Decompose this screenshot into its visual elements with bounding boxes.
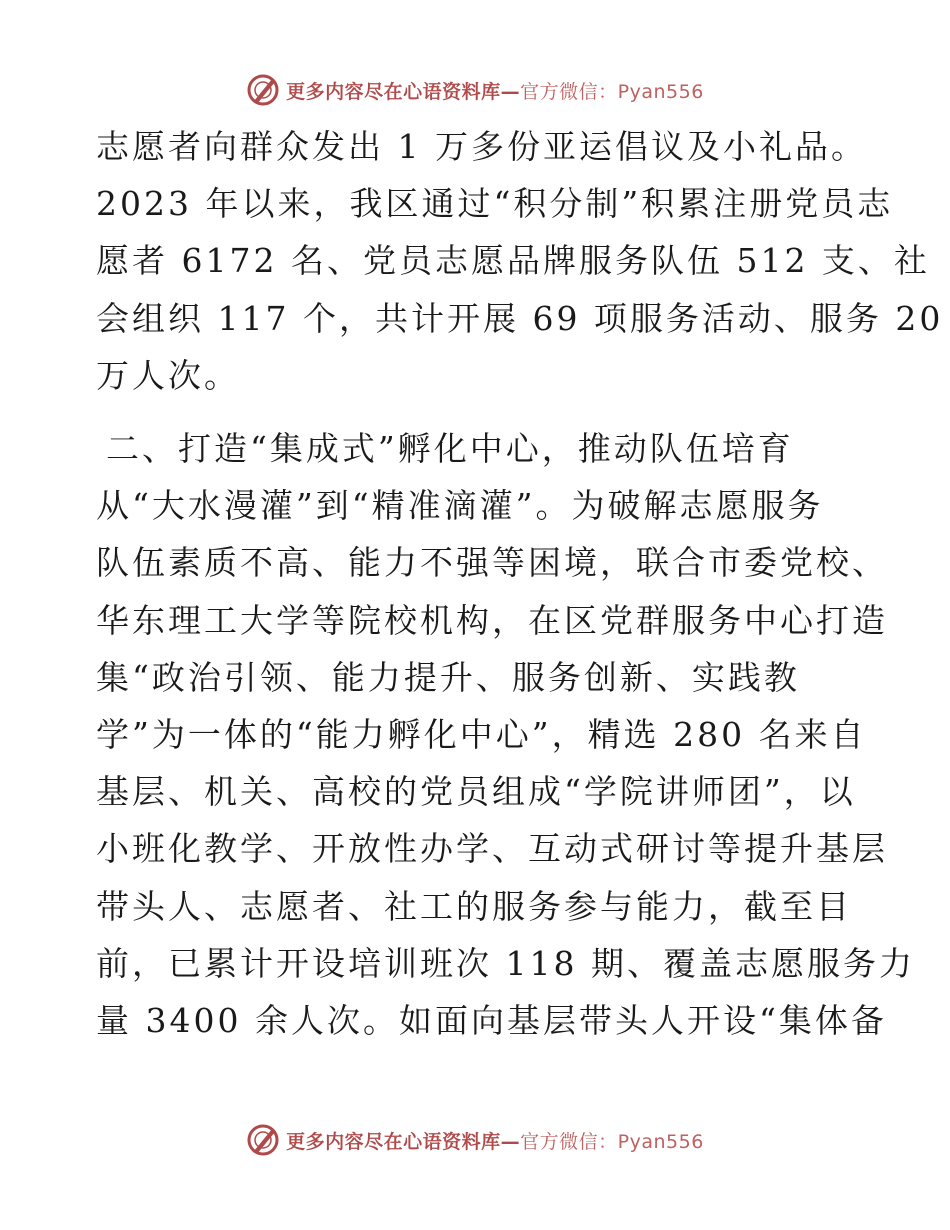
body-line: 愿者 6172 名、党员志愿品牌服务队伍 512 支、社 <box>96 241 930 281</box>
footer-banner <box>0 1122 950 1158</box>
footer-wechat: 官方微信：Pyan556 <box>520 1130 704 1153</box>
header-wechat: 官方微信：Pyan556 <box>520 80 704 103</box>
body-line: 前，已累计开设培训班次 118 期、覆盖志愿服务力 <box>96 943 915 983</box>
header-banner <box>0 72 950 108</box>
header-banner-text <box>286 77 704 104</box>
body-line: 志愿者向群众发出 1 万多份亚运倡议及小礼品。 <box>96 127 867 166</box>
body-line: 学”为一体的“能力孵化中心”，精选 280 名来自 <box>96 715 867 755</box>
body-line: 从“大水漫灌”到“精准滴灌”。为破解志愿服务 <box>96 486 824 526</box>
body-line: 万人次。 <box>96 355 240 395</box>
footer-separator: — <box>500 1130 521 1153</box>
body-line: 集“政治引领、能力提升、服务创新、实践教 <box>96 657 800 697</box>
body-line: 华东理工大学等院校机构，在区党群服务中心打造 <box>96 600 888 640</box>
body-line: 队伍素质不高、能力不强等困境，联合市委党校、 <box>96 543 888 583</box>
body-line: 量 3400 余人次。如面向基层带头人开设“集体备 <box>96 1001 887 1041</box>
header-separator: — <box>500 80 521 103</box>
body-line: 会组织 117 个，共计开展 69 项服务活动、服务 20 <box>96 298 944 338</box>
footer-banner-text <box>286 1127 704 1154</box>
pen-circle-logo-icon <box>246 1123 280 1157</box>
body-line: 小班化教学、开放性办学、互动式研讨等提升基层 <box>96 829 888 869</box>
pen-circle-logo-icon <box>246 73 280 107</box>
header-title: 更多内容尽在心语资料库 <box>286 80 501 103</box>
document-body <box>96 118 944 1049</box>
section-heading: 二、打造“集成式”孵化中心，推动队伍培育 <box>106 429 794 469</box>
body-line: 2023 年以来，我区通过“积分制”积累注册党员志 <box>96 184 894 224</box>
body-line: 基层、机关、高校的党员组成“学院讲师团”，以 <box>96 772 856 812</box>
paragraph-spacer <box>96 404 866 420</box>
footer-title: 更多内容尽在心语资料库 <box>286 1130 501 1153</box>
body-line: 带头人、志愿者、社工的服务参与能力，截至目 <box>96 886 852 926</box>
